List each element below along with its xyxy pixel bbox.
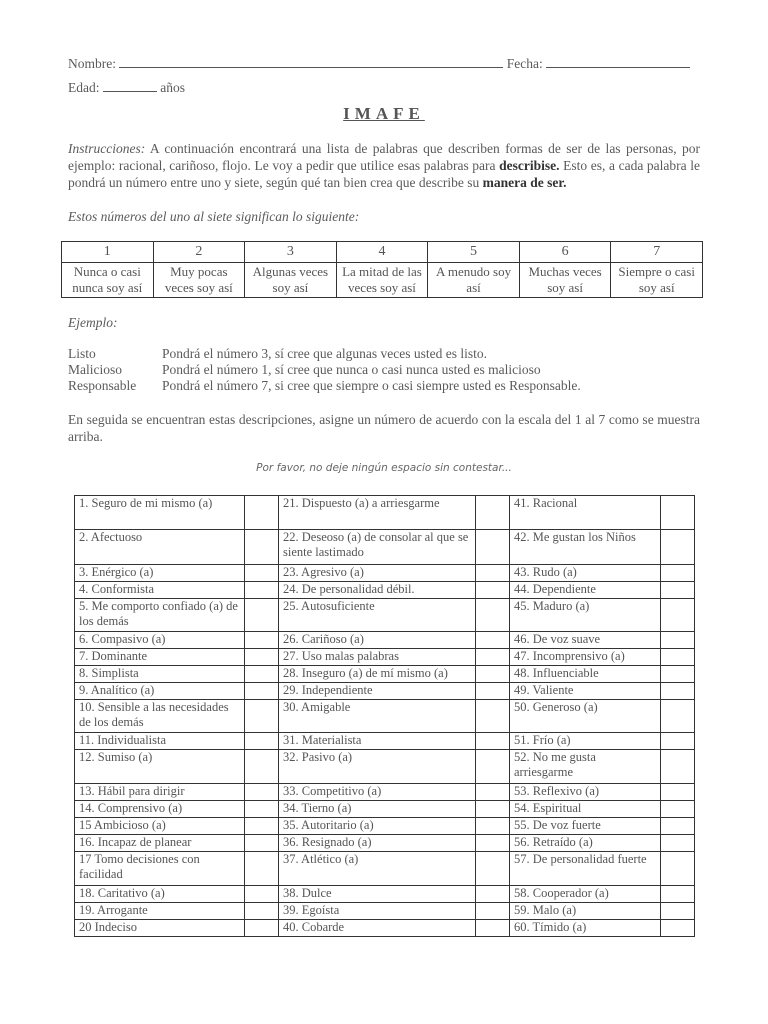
item-answer-box[interactable] xyxy=(661,649,695,666)
item-row xyxy=(75,683,695,700)
item-answer-box[interactable] xyxy=(661,903,695,920)
scale-number: 2 xyxy=(153,242,245,263)
scale-description: Muchas veces soy así xyxy=(519,263,611,298)
item-answer-box[interactable] xyxy=(476,886,510,903)
item-label: 40. Cobarde xyxy=(279,920,476,937)
scale-description: La mitad de las veces soy así xyxy=(336,263,428,298)
item-answer-box[interactable] xyxy=(245,599,279,632)
item-answer-box[interactable] xyxy=(245,886,279,903)
scale-description: Siempre o casi soy así xyxy=(611,263,703,298)
scale-number: 3 xyxy=(245,242,337,263)
item-answer-box[interactable] xyxy=(476,599,510,632)
item-answer-box[interactable] xyxy=(661,784,695,801)
item-answer-box[interactable] xyxy=(476,733,510,750)
item-label: 11. Individualista xyxy=(75,733,245,750)
item-answer-box[interactable] xyxy=(245,700,279,733)
item-answer-box[interactable] xyxy=(661,750,695,784)
item-answer-box[interactable] xyxy=(476,835,510,852)
item-label: 5. Me comporto confiado (a) de los demás xyxy=(75,599,245,632)
item-label: 9. Analítico (a) xyxy=(75,683,245,700)
item-answer-box[interactable] xyxy=(661,920,695,937)
item-answer-box[interactable] xyxy=(476,920,510,937)
item-answer-box[interactable] xyxy=(245,784,279,801)
item-answer-box[interactable] xyxy=(661,666,695,683)
name-row xyxy=(68,55,690,72)
scale-intro: Estos números del uno al siete significan lo siguiente: xyxy=(68,209,360,224)
item-label: 37. Atlético (a) xyxy=(279,852,476,886)
item-answer-box[interactable] xyxy=(245,683,279,700)
item-row xyxy=(75,582,695,599)
item-row xyxy=(75,496,695,530)
item-label: 58. Cooperador (a) xyxy=(510,886,661,903)
item-label: 13. Hábil para dirigir xyxy=(75,784,245,801)
item-answer-box[interactable] xyxy=(476,565,510,582)
item-label: 16. Incapaz de planear xyxy=(75,835,245,852)
item-answer-box[interactable] xyxy=(245,666,279,683)
item-label: 17 Tomo decisiones con facilidad xyxy=(75,852,245,886)
item-answer-box[interactable] xyxy=(476,903,510,920)
item-label: 47. Incomprensivo (a) xyxy=(510,649,661,666)
item-answer-box[interactable] xyxy=(245,733,279,750)
item-label: 25. Autosuficiente xyxy=(279,599,476,632)
item-answer-box[interactable] xyxy=(476,530,510,565)
example-word: Responsable xyxy=(68,378,137,393)
item-label: 53. Reflexivo (a) xyxy=(510,784,661,801)
example-row xyxy=(68,346,581,362)
item-row xyxy=(75,565,695,582)
item-answer-box[interactable] xyxy=(476,852,510,886)
age-unit: años xyxy=(160,80,185,95)
item-answer-box[interactable] xyxy=(476,801,510,818)
item-label: 42. Me gustan los Niños xyxy=(510,530,661,565)
item-label: 31. Materialista xyxy=(279,733,476,750)
item-label: 52. No me gusta arriesgarme xyxy=(510,750,661,784)
item-label: 21. Dispuesto (a) a arriesgarme xyxy=(279,496,476,530)
scale-description: Algunas veces soy así xyxy=(245,263,337,298)
name-field[interactable] xyxy=(119,55,503,68)
item-answer-box[interactable] xyxy=(661,565,695,582)
instructions-paragraph xyxy=(68,140,700,191)
date-field[interactable] xyxy=(546,55,690,68)
item-answer-box[interactable] xyxy=(476,683,510,700)
item-answer-box[interactable] xyxy=(476,649,510,666)
item-label: 14. Comprensivo (a) xyxy=(75,801,245,818)
item-label: 41. Racional xyxy=(510,496,661,530)
item-answer-box[interactable] xyxy=(476,496,510,530)
item-label: 46. De voz suave xyxy=(510,632,661,649)
scale-number: 5 xyxy=(428,242,520,263)
item-answer-box[interactable] xyxy=(661,835,695,852)
scale-number: 1 xyxy=(62,242,154,263)
item-answer-box[interactable] xyxy=(245,649,279,666)
item-row xyxy=(75,733,695,750)
scale-number: 7 xyxy=(611,242,703,263)
example-row xyxy=(68,362,581,378)
item-row xyxy=(75,835,695,852)
item-answer-box[interactable] xyxy=(661,496,695,530)
item-label: 38. Dulce xyxy=(279,886,476,903)
item-label: 8. Simplista xyxy=(75,666,245,683)
item-answer-box[interactable] xyxy=(245,632,279,649)
item-answer-box[interactable] xyxy=(661,886,695,903)
example-text: Pondrá el número 1, sí cree que nunca o casi nunca usted es malicioso xyxy=(162,362,541,377)
item-label: 60. Tímido (a) xyxy=(510,920,661,937)
item-answer-box[interactable] xyxy=(476,582,510,599)
scale-description-row xyxy=(62,263,703,298)
item-label: 30. Amigable xyxy=(279,700,476,733)
item-label: 49. Valiente xyxy=(510,683,661,700)
example-word: Listo xyxy=(68,346,96,361)
instructions-bold-1: describise. xyxy=(499,158,560,173)
item-answer-box[interactable] xyxy=(245,801,279,818)
item-answer-box[interactable] xyxy=(661,818,695,835)
item-row xyxy=(75,801,695,818)
item-answer-box[interactable] xyxy=(661,582,695,599)
item-answer-box[interactable] xyxy=(661,700,695,733)
example-text: Pondrá el número 7, si cree que siempre o casi siempre usted es Responsable. xyxy=(162,378,581,393)
document-title: IMAFE xyxy=(343,104,425,123)
item-row xyxy=(75,886,695,903)
scale-description: Muy pocas veces soy así xyxy=(153,263,245,298)
item-label: 57. De personalidad fuerte xyxy=(510,852,661,886)
item-answer-box[interactable] xyxy=(661,801,695,818)
item-label: 29. Independiente xyxy=(279,683,476,700)
item-label: 33. Competitivo (a) xyxy=(279,784,476,801)
item-label: 59. Malo (a) xyxy=(510,903,661,920)
item-label: 2. Afectuoso xyxy=(75,530,245,565)
item-label: 10. Sensible a las necesidades de los demás xyxy=(75,700,245,733)
item-label: 35. Autoritario (a) xyxy=(279,818,476,835)
item-label: 19. Arrogante xyxy=(75,903,245,920)
item-label: 54. Espiritual xyxy=(510,801,661,818)
scale-number-row xyxy=(62,242,703,263)
item-answer-box[interactable] xyxy=(661,599,695,632)
next-instructions: En seguida se encuentran estas descripciones, asigne un número de acuerdo con la escala del 1 al 7 como se muestra arriba. xyxy=(68,412,700,444)
item-label: 18. Caritativo (a) xyxy=(75,886,245,903)
name-label: Nombre: xyxy=(68,56,116,71)
please-note: Por favor, no deje ningún espacio sin contestar... xyxy=(256,462,512,474)
items-table xyxy=(74,495,695,937)
item-label: 27. Uso malas palabras xyxy=(279,649,476,666)
item-answer-box[interactable] xyxy=(476,700,510,733)
item-row xyxy=(75,852,695,886)
item-answer-box[interactable] xyxy=(661,632,695,649)
item-label: 50. Generoso (a) xyxy=(510,700,661,733)
instructions-text-1: A continuación encontrará una lista de palabras que describen formas de ser de las personas, por ejemplo: racional, cariñoso, flojo. Le voy a pedir que utilice esas palabras para xyxy=(68,141,700,173)
item-label: 34. Tierno (a) xyxy=(279,801,476,818)
item-label: 12. Sumiso (a) xyxy=(75,750,245,784)
item-label: 55. De voz fuerte xyxy=(510,818,661,835)
item-label: 44. Dependiente xyxy=(510,582,661,599)
item-answer-box[interactable] xyxy=(661,683,695,700)
instructions-text-2: Esto es, a cada palabra le pondrá un número entre uno y siete, según qué tan bien crea que describe su xyxy=(68,158,700,190)
age-label: Edad: xyxy=(68,80,100,95)
item-answer-box[interactable] xyxy=(476,632,510,649)
example-label: Ejemplo: xyxy=(68,315,118,330)
item-answer-box[interactable] xyxy=(661,733,695,750)
item-answer-box[interactable] xyxy=(245,750,279,784)
item-label: 1. Seguro de mi mismo (a) xyxy=(75,496,245,530)
item-row xyxy=(75,649,695,666)
item-row xyxy=(75,903,695,920)
item-answer-box[interactable] xyxy=(661,530,695,565)
item-answer-box[interactable] xyxy=(245,565,279,582)
item-label: 20 Indeciso xyxy=(75,920,245,937)
item-answer-box[interactable] xyxy=(245,903,279,920)
scale-description: A menudo soy así xyxy=(428,263,520,298)
instructions-lead: Instrucciones: xyxy=(68,141,146,156)
item-label: 39. Egoísta xyxy=(279,903,476,920)
item-label: 32. Pasivo (a) xyxy=(279,750,476,784)
instructions-bold-2: manera de ser. xyxy=(482,175,567,190)
examples-list xyxy=(68,346,581,394)
item-label: 28. Inseguro (a) de mí mismo (a) xyxy=(279,666,476,683)
item-answer-box[interactable] xyxy=(245,496,279,530)
scale-table xyxy=(61,241,703,298)
item-label: 45. Maduro (a) xyxy=(510,599,661,632)
item-row xyxy=(75,784,695,801)
item-label: 3. Enérgico (a) xyxy=(75,565,245,582)
item-answer-box[interactable] xyxy=(245,818,279,835)
item-label: 43. Rudo (a) xyxy=(510,565,661,582)
item-answer-box[interactable] xyxy=(245,582,279,599)
item-row xyxy=(75,599,695,632)
item-label: 23. Agresivo (a) xyxy=(279,565,476,582)
item-label: 15 Ambicioso (a) xyxy=(75,818,245,835)
item-row xyxy=(75,632,695,649)
item-row xyxy=(75,818,695,835)
item-answer-box[interactable] xyxy=(245,530,279,565)
item-answer-box[interactable] xyxy=(476,666,510,683)
item-label: 4. Conformista xyxy=(75,582,245,599)
item-row xyxy=(75,530,695,565)
item-row xyxy=(75,700,695,733)
item-answer-box[interactable] xyxy=(245,852,279,886)
age-row xyxy=(68,79,185,96)
item-answer-box[interactable] xyxy=(661,852,695,886)
example-row xyxy=(68,378,581,394)
item-answer-box[interactable] xyxy=(476,784,510,801)
age-field[interactable] xyxy=(103,79,157,92)
item-answer-box[interactable] xyxy=(476,818,510,835)
item-row xyxy=(75,920,695,937)
item-answer-box[interactable] xyxy=(245,835,279,852)
example-text: Pondrá el número 3, sí cree que algunas veces usted es listo. xyxy=(162,346,488,361)
item-label: 56. Retraído (a) xyxy=(510,835,661,852)
item-label: 36. Resignado (a) xyxy=(279,835,476,852)
item-label: 51. Frío (a) xyxy=(510,733,661,750)
item-label: 26. Cariñoso (a) xyxy=(279,632,476,649)
date-label: Fecha: xyxy=(506,56,543,71)
scale-description: Nunca o casi nunca soy así xyxy=(62,263,154,298)
scale-number: 6 xyxy=(519,242,611,263)
item-row xyxy=(75,666,695,683)
item-label: 7. Dominante xyxy=(75,649,245,666)
item-label: 6. Compasivo (a) xyxy=(75,632,245,649)
scale-number: 4 xyxy=(336,242,428,263)
item-row xyxy=(75,750,695,784)
item-answer-box[interactable] xyxy=(245,920,279,937)
item-label: 48. Influenciable xyxy=(510,666,661,683)
item-answer-box[interactable] xyxy=(476,750,510,784)
item-label: 22. Deseoso (a) de consolar al que se siente lastimado xyxy=(279,530,476,565)
example-word: Malicioso xyxy=(68,362,122,377)
item-label: 24. De personalidad débil. xyxy=(279,582,476,599)
